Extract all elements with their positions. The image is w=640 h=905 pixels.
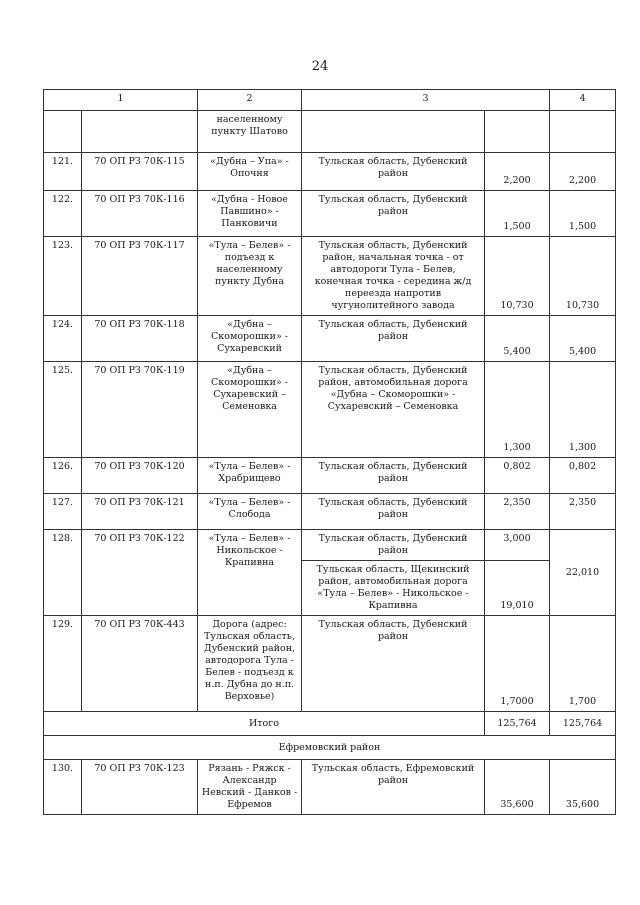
page-number: 24: [311, 59, 329, 74]
total-length: 125,764: [485, 712, 550, 736]
table-row: [44, 153, 616, 191]
road-code: 70 ОП РЗ 70К-120: [82, 458, 198, 494]
road-total: 2,350: [550, 494, 616, 530]
header-col-4: 4: [550, 90, 616, 111]
row-number: 122.: [44, 191, 82, 237]
road-length: 3,000: [485, 530, 550, 561]
road-location: Тульская область, Дубенский район: [302, 494, 485, 530]
road-code: 70 ОП РЗ 70К-123: [82, 760, 198, 815]
road-name: «Тула – Белев» - Никольское - Крапивна: [198, 530, 302, 616]
road-code: 70 ОП РЗ 70К-115: [82, 153, 198, 191]
road-length: 2,350: [485, 494, 550, 530]
road-name: «Дубна – Упа» - Опочня: [198, 153, 302, 191]
road-location: Тульская область, Дубенский район, автомобильная дорога «Дубна – Скоморошки» - Сухаревский – Семеновка: [302, 362, 485, 458]
table-row: [44, 237, 616, 316]
row-number: 124.: [44, 316, 82, 362]
district-heading: Ефремовский район: [44, 736, 616, 760]
road-length: 0,802: [485, 458, 550, 494]
road-location: Тульская область, Щекинский район, автомобильная дорога «Тула – Белев» - Никольское - Крапивна: [302, 561, 485, 616]
row-number: 128.: [44, 530, 82, 616]
road-code: 70 ОП РЗ 70К-117: [82, 237, 198, 316]
table-row: [44, 530, 616, 561]
road-location: Тульская область, Дубенский район, начальная точка - от автодороги Тула - Белев, конечная точка - середина ж/д переезда напротив чугунолитейного завода: [302, 237, 485, 316]
header-col-2: 2: [198, 90, 302, 111]
road-length: 5,400: [485, 316, 550, 362]
row-number: 121.: [44, 153, 82, 191]
header-col-3: 3: [302, 90, 550, 111]
road-total: 0,802: [550, 458, 616, 494]
road-total: 5,400: [550, 316, 616, 362]
road-length: 1,7000: [485, 616, 550, 712]
road-code: 70 ОП РЗ 70К-116: [82, 191, 198, 237]
road-code: 70 ОП РЗ 70К-118: [82, 316, 198, 362]
road-name: населенному пункту Шатово: [198, 111, 302, 153]
total-sum: 125,764: [550, 712, 616, 736]
roads-table: [43, 89, 616, 815]
district-row: [44, 736, 616, 760]
road-total: 2,200: [550, 153, 616, 191]
table-row: [44, 760, 616, 815]
road-location: Тульская область, Дубенский район: [302, 316, 485, 362]
road-name: «Тула – Белев» - Храбрищево: [198, 458, 302, 494]
row-number: 123.: [44, 237, 82, 316]
row-number: 129.: [44, 616, 82, 712]
row-number: 130.: [44, 760, 82, 815]
road-name: «Дубна – Скоморошки» - Сухаревский: [198, 316, 302, 362]
table-row: [44, 111, 616, 153]
road-location: Тульская область, Дубенский район: [302, 191, 485, 237]
road-location: Тульская область, Ефремовский район: [302, 760, 485, 815]
road-length: 19,010: [485, 561, 550, 616]
road-length: 10,730: [485, 237, 550, 316]
road-length: 1,500: [485, 191, 550, 237]
road-name: «Дубна – Скоморошки» - Сухаревский – Семеновка: [198, 362, 302, 458]
road-code: 70 ОП РЗ 70К-443: [82, 616, 198, 712]
total-label: Итого: [44, 712, 485, 736]
road-length: 35,600: [485, 760, 550, 815]
road-location: Тульская область, Дубенский район: [302, 530, 485, 561]
road-name: Рязань - Ряжск - Александр Невский - Данков - Ефремов: [198, 760, 302, 815]
road-total: 10,730: [550, 237, 616, 316]
road-name: «Дубна - Новое Павшино» - Панковичи: [198, 191, 302, 237]
table-row: [44, 362, 616, 458]
road-name: «Тула – Белев» - Слобода: [198, 494, 302, 530]
row-number: 125.: [44, 362, 82, 458]
table-row: [44, 316, 616, 362]
road-total: 35,600: [550, 760, 616, 815]
road-location: Тульская область, Дубенский район: [302, 616, 485, 712]
table-row: [44, 494, 616, 530]
road-total: 22,010: [550, 530, 616, 616]
table-row: [44, 458, 616, 494]
road-location: Тульская область, Дубенский район: [302, 458, 485, 494]
road-total: 1,500: [550, 191, 616, 237]
road-name: «Тула – Белев» - подъезд к населенному пункту Дубна: [198, 237, 302, 316]
road-length: 2,200: [485, 153, 550, 191]
road-total: 1,300: [550, 362, 616, 458]
total-row: [44, 712, 616, 736]
road-code: 70 ОП РЗ 70К-119: [82, 362, 198, 458]
row-number: 126.: [44, 458, 82, 494]
table-row: [44, 616, 616, 712]
road-code: 70 ОП РЗ 70К-121: [82, 494, 198, 530]
header-row: [44, 90, 616, 111]
header-col-1: 1: [44, 90, 198, 111]
road-length: 1,300: [485, 362, 550, 458]
table-row: [44, 191, 616, 237]
road-location: Тульская область, Дубенский район: [302, 153, 485, 191]
road-name: Дорога (адрес: Тульская область, Дубенский район, автодорога Тула - Белев - подъезд к н.п. Дубна до н.п. Верховье): [198, 616, 302, 712]
row-number: 127.: [44, 494, 82, 530]
road-total: 1,700: [550, 616, 616, 712]
road-code: 70 ОП РЗ 70К-122: [82, 530, 198, 616]
